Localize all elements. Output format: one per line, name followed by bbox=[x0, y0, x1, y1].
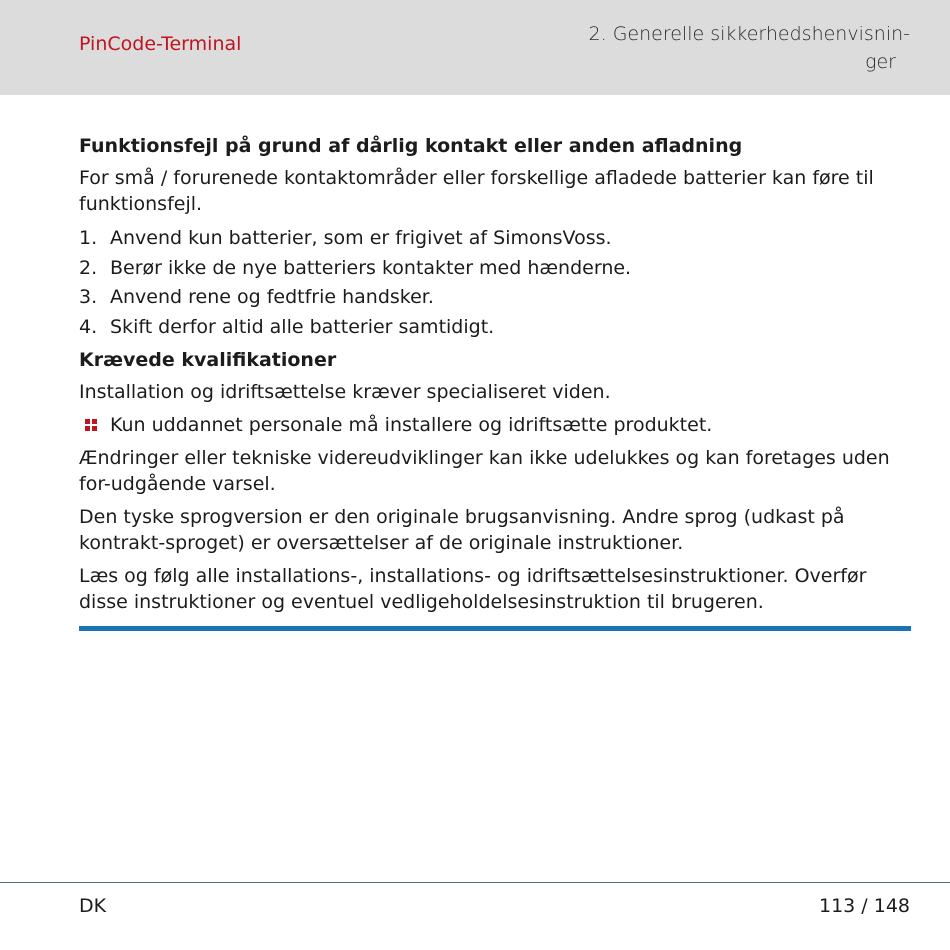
product-name: PinCode-Terminal bbox=[79, 33, 242, 55]
page-content bbox=[79, 132, 911, 622]
list-text: Skift derfor altid alle batterier samtidigt. bbox=[110, 315, 495, 338]
bullet-text: Kun uddannet personale må installere og idriftsætte produktet. bbox=[110, 414, 713, 436]
chapter-title bbox=[580, 20, 910, 76]
page-number: 113 / 148 bbox=[818, 895, 910, 917]
list-text: Berør ikke de nye batteriers kontakter med hænderne. bbox=[110, 256, 632, 279]
list-item bbox=[79, 313, 911, 343]
list-number: 1. bbox=[79, 227, 98, 249]
list-number: 2. bbox=[79, 256, 98, 279]
chapter-title-line1: 2. Generelle sikkerhedshenvisnin- bbox=[588, 23, 910, 45]
qualifications-intro: Installation og idriftsættelse kræver specialiseret viden. bbox=[79, 381, 611, 403]
footer-language: DK bbox=[79, 895, 107, 917]
list-text: Anvend rene og fedtfrie handsker. bbox=[110, 286, 434, 308]
malfunction-intro: For små / forurenede kontaktområder eller forskellige afladede batterier kan føre til funktionsfejl. bbox=[79, 167, 874, 215]
red-square-bullet-icon bbox=[85, 419, 98, 432]
battery-steps-list bbox=[79, 224, 911, 342]
list-item bbox=[79, 254, 911, 284]
chapter-title-line2: ger bbox=[865, 51, 896, 73]
paragraph-language-version: Den tyske sprogversion er den originale brugsanvisning. Andre sprog (udkast på kontrakt-sproget) er oversættelser af de originale instruktioner. bbox=[79, 506, 845, 554]
section-end-rule bbox=[79, 626, 911, 631]
section-heading-qualifications: Krævede kvalifikationer bbox=[79, 349, 337, 371]
list-item bbox=[79, 283, 911, 313]
footer-divider bbox=[0, 882, 950, 883]
list-text: Anvend kun batterier, som er frigivet af SimonsVoss. bbox=[110, 227, 612, 249]
paragraph-changes: Ændringer eller tekniske videreudviklinger kan ikke udelukkes og kan foretages uden for-udgående varsel. bbox=[79, 447, 890, 495]
paragraph-instructions: Læs og følg alle installations-, installations- og idriftsættelsesinstruktioner. Overfør disse instruktioner og eventuel vedligeholdelsesinstruktion til brugeren. bbox=[79, 565, 867, 613]
page-header bbox=[0, 0, 950, 95]
section-heading-malfunction: Funktionsfejl på grund af dårlig kontakt eller anden afladning bbox=[79, 135, 743, 157]
qualifications-bullet bbox=[79, 412, 911, 438]
list-item bbox=[79, 224, 911, 254]
list-number: 3. bbox=[79, 286, 98, 308]
list-number: 4. bbox=[79, 315, 98, 338]
